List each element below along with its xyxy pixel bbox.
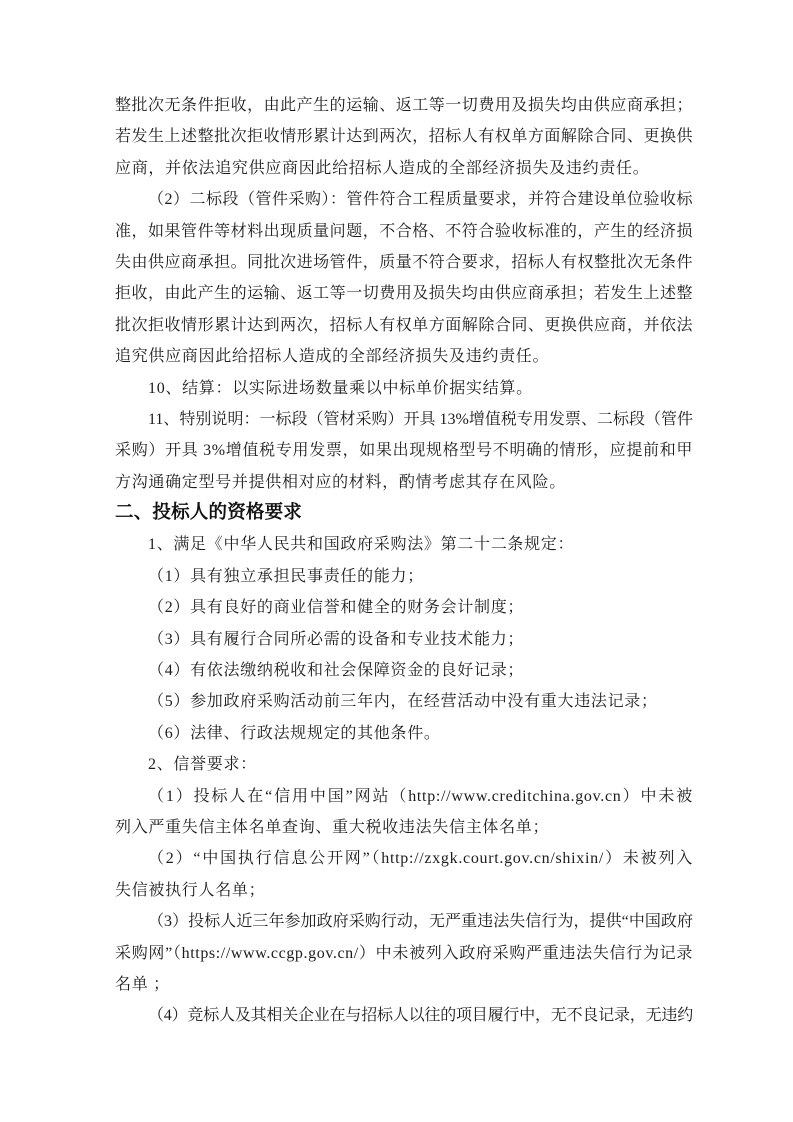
paragraph xyxy=(115,90,693,184)
text-line: 10、结算：以实际进场数量乘以中标单价据实结算。 xyxy=(148,379,533,397)
text-line: （3）投标人近三年参加政府采购行动，无严重违法失信行为，提供“中国政府 xyxy=(148,913,693,931)
text-line: （3）具有履行合同所必需的设备和专业技术能力； xyxy=(148,630,525,648)
text-line: 1、满足《中华人民共和国政府采购法》第二十二条规定： xyxy=(148,536,575,554)
paragraph xyxy=(115,686,693,717)
paragraph xyxy=(115,592,693,623)
paragraph xyxy=(115,1000,693,1031)
paragraph xyxy=(115,184,693,372)
text-line: （1）投标人在“信用中国”网站（http://www.creditchina.gov.cn）中未被 xyxy=(148,787,693,805)
text-line: （6）法律、行政法规规定的其他条件。 xyxy=(148,724,441,742)
text-line: （1）具有独立承担民事责任的能力； xyxy=(148,567,424,585)
text-line: （5）参加政府采购活动前三年内，在经营活动中没有重大违法记录； xyxy=(148,693,658,711)
text-line: 列入严重失信主体名单查询、重大税收违法失信主体名单； xyxy=(115,818,550,836)
paragraph xyxy=(115,749,693,780)
text-line: （2）“中国执行信息公开网”（http://zxgk.court.gov.cn/shixin/）未被列入 xyxy=(148,850,693,868)
paragraph xyxy=(115,624,693,655)
text-line: 若发生上述整批次拒收情形累计达到两次，招标人有权单方面解除合同、更换供 xyxy=(115,128,693,146)
paragraph xyxy=(115,718,693,749)
text-line: 采购网”（https://www.ccgp.gov.cn/）中未被列入政府采购严重违法失信行为记录 xyxy=(115,944,693,962)
text-line: 准，如果管件等材料出现质量问题，不合格、不符合验收标准的，产生的经济损 xyxy=(115,222,693,240)
paragraph xyxy=(115,373,693,404)
text-line: 名单 ； xyxy=(115,975,170,993)
paragraph xyxy=(115,781,693,844)
section-heading xyxy=(115,498,693,529)
text-line: 批次拒收情形累计达到两次，招标人有权单方面解除合同、更换供应商，并依法 xyxy=(115,316,693,334)
paragraph xyxy=(115,404,693,498)
text-line: 应商，并依法追究供应商因此给招标人造成的全部经济损失及违约责任。 xyxy=(115,159,650,177)
paragraph xyxy=(115,843,693,906)
text-line: 方沟通确定型号并提供相对应的材料，酌情考虑其存在风险。 xyxy=(115,473,566,491)
text-line: 采购）开具 3%增值税专用发票，如果出现规格型号不明确的情形，应提前和甲 xyxy=(115,442,693,460)
paragraph xyxy=(115,655,693,686)
text-line: 拒收，由此产生的运输、返工等一切费用及损失均由供应商承担；若发生上述整 xyxy=(115,285,693,303)
text-line: 2、信誉要求： xyxy=(148,756,257,774)
text-line: （4）有依法缴纳税收和社会保障资金的良好记录； xyxy=(148,662,525,680)
page-body xyxy=(115,90,693,1032)
paragraph xyxy=(115,529,693,560)
text-line: 失信被执行人名单； xyxy=(115,881,266,899)
text-line: 整批次无条件拒收，由此产生的运输、返工等一切费用及损失均由供应商承担； xyxy=(115,97,693,114)
text-line: 失由供应商承担。同批次进场管件，质量不符合要求，招标人有权整批次无条件 xyxy=(115,253,693,271)
text-line: 追究供应商因此给招标人造成的全部经济损失及违约责任。 xyxy=(115,348,550,366)
text-line: 11、特别说明：一标段（管材采购）开具 13%增值税专用发票、二标段（管件 xyxy=(148,410,693,428)
text-line: （4）竞标人及其相关企业在与招标人以往的项目履行中，无不良记录，无违约 xyxy=(148,1007,694,1025)
text-line: （2）具有良好的商业信誉和健全的财务会计制度； xyxy=(148,599,525,617)
paragraph xyxy=(115,561,693,592)
text-line: （2）二标段（管件采购）：管件符合工程质量要求，并符合建设单位验收标 xyxy=(148,191,694,209)
text-line: 二、投标人的资格要求 xyxy=(115,503,303,524)
paragraph xyxy=(115,906,693,1000)
